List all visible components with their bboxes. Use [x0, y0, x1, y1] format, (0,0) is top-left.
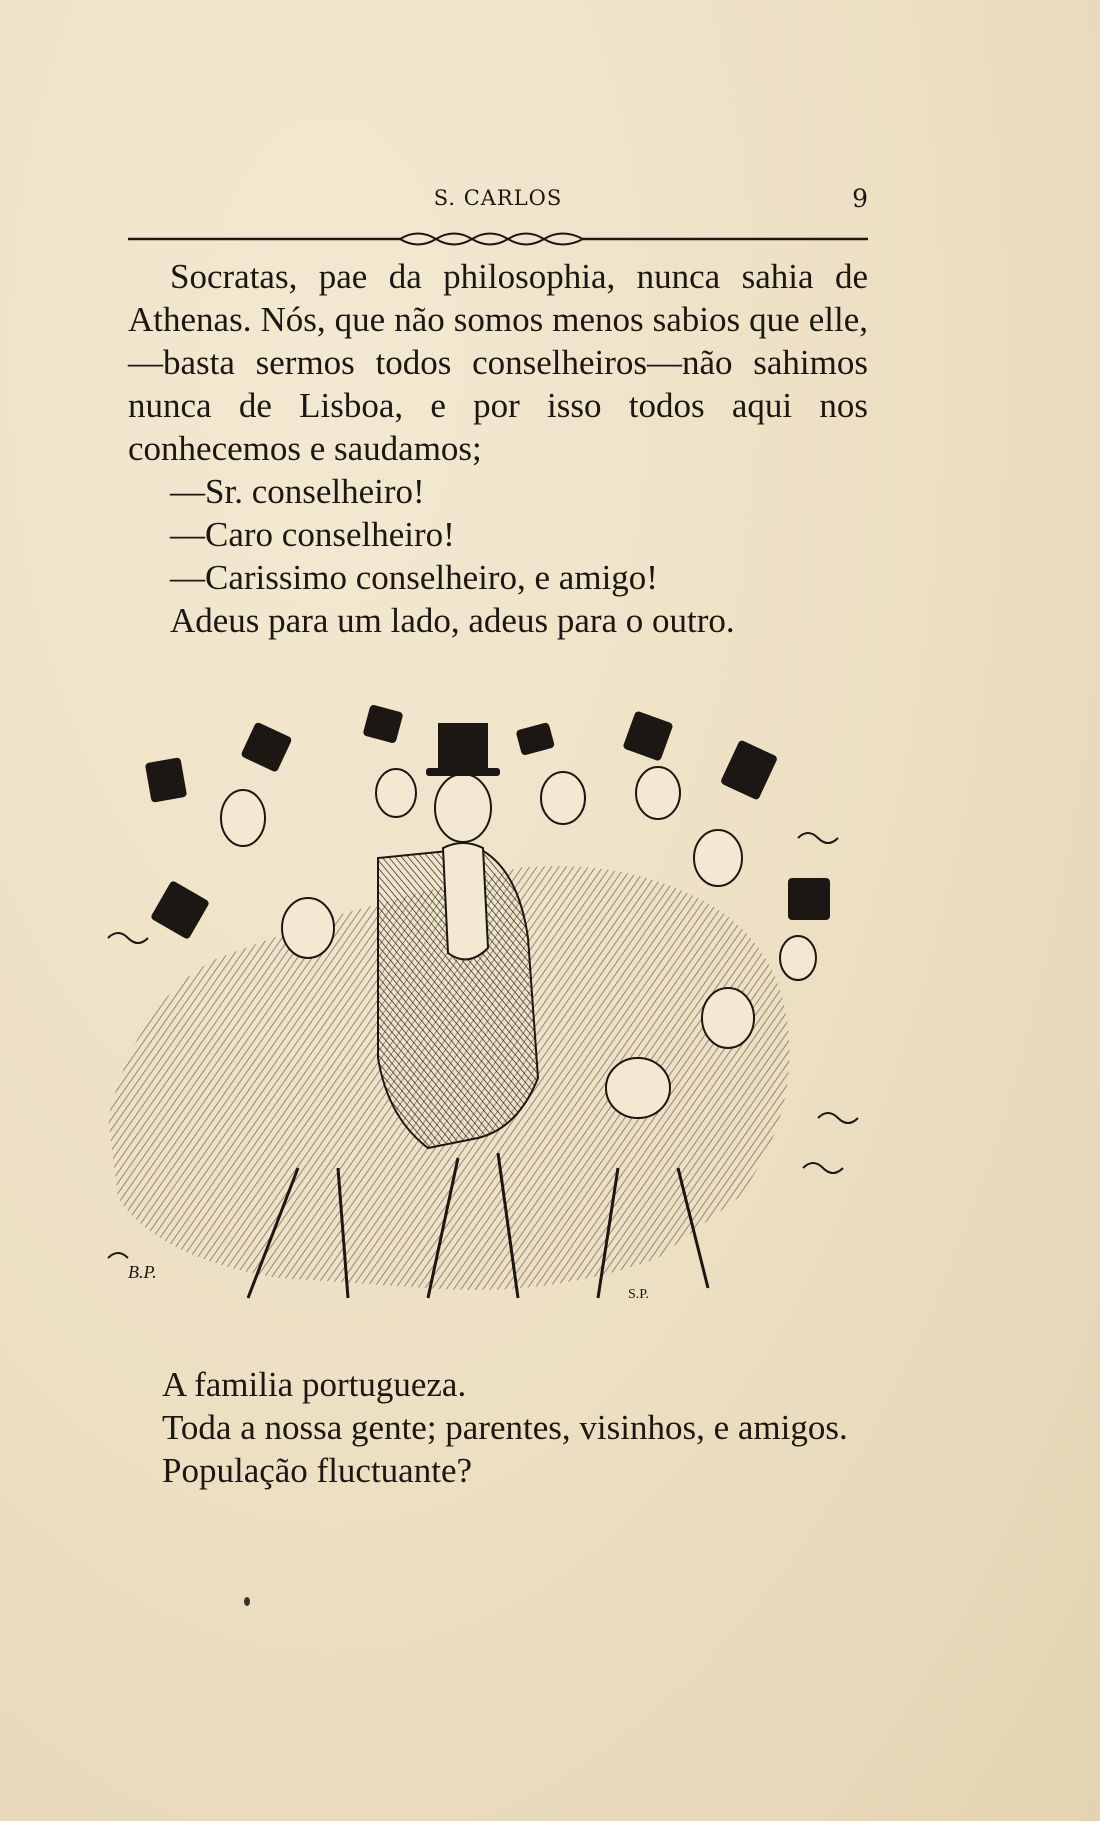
- text-line: A familia portugueza.: [162, 1365, 467, 1404]
- lower-text: [120, 1363, 868, 1492]
- ornamental-rule-icon: [128, 226, 868, 252]
- dialogue-line: —Carissimo conselheiro, e amigo!: [170, 558, 658, 597]
- dialogue-line: —Caro conselheiro!: [170, 515, 455, 554]
- paragraph: Toda a nossa gente; parentes, visinhos, e amigos.: [162, 1408, 848, 1447]
- body-text: [128, 255, 868, 642]
- running-title: S. CARLOS: [433, 186, 563, 210]
- page-header: [128, 186, 868, 220]
- dialogue-line: —Sr. conselheiro!: [170, 472, 425, 511]
- page-number: 9: [852, 184, 868, 213]
- ink-speck: [244, 1597, 250, 1606]
- text-line: Adeus para um lado, adeus para o outro.: [170, 601, 735, 640]
- signature-right: S.P.: [628, 1287, 650, 1302]
- paragraph: Socratas, pae da philosophia, nunca sahia de Athenas. Nós, que não somos menos sabios que elle,—basta sermos todos conselheiros—não sahimos nunca de Lisboa, e por isso todos aqui nos conhecemos e saudamos;: [128, 257, 868, 468]
- signature-left: B.P.: [128, 1262, 157, 1282]
- crowd-engraving-illustration: [98, 698, 890, 1318]
- text-line: População fluctuante?: [162, 1451, 473, 1490]
